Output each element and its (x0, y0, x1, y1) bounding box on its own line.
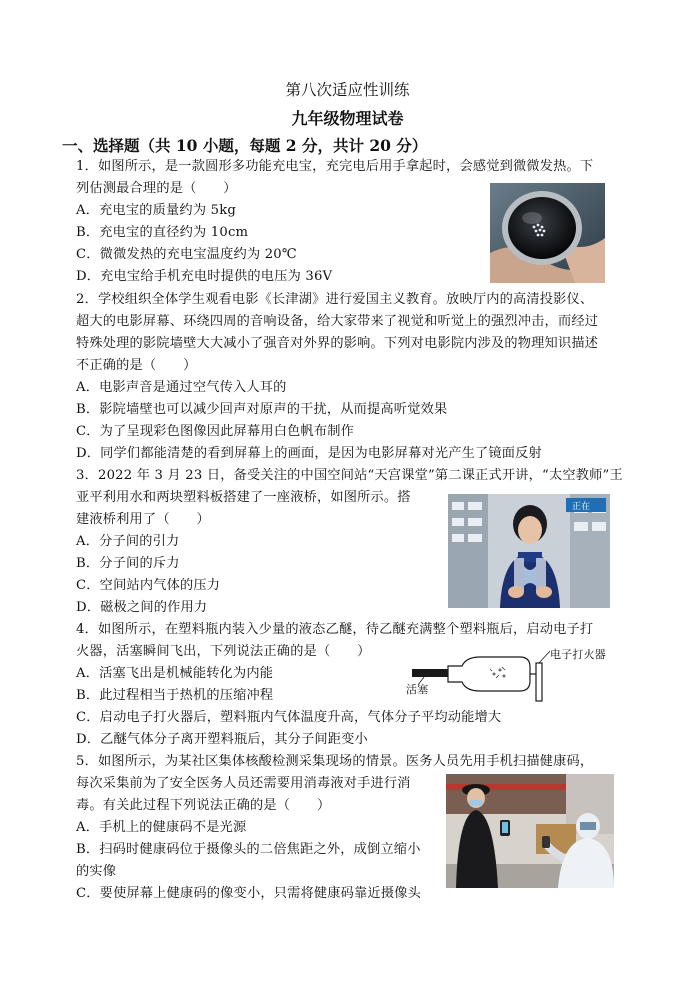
q2-line-2: 超大的电影屏幕、环绕四周的音响设备，给大家带来了视觉和听觉上的强烈冲击，而经过 (76, 314, 599, 329)
q2-line-1: 2．学校组织全体学生观看电影《长津湖》进行爱国主义教育。放映厅内的高清投影仪、 (76, 292, 594, 307)
q4-option-a: A．活塞飞出是机械能转化为内能 (76, 666, 274, 681)
q1-option-a: A．充电宝的质量约为 5kg (76, 203, 237, 218)
exam-title: 第八次适应性训练 (285, 81, 410, 99)
q1-option-b: B．充电宝的直径约为 10cm (76, 225, 249, 240)
q1-line-2: 列估测最合理的是（ ） (76, 181, 237, 196)
q3-line-1: 3．2022 年 3 月 23 日，备受关注的中国空间站“天宫课堂”第二课正式开讲，“太空教师”王 (76, 468, 623, 483)
q3-option-b: B．分子间的斥力 (76, 556, 180, 571)
q2-line-3: 特殊处理的影院墙壁大大减小了强音对外界的影响。下列对电影院内涉及的物理知识描述 (76, 336, 599, 351)
q5-option-c: C．要使屏幕上健康码的像变小，只需将健康码靠近摄像头 (76, 886, 421, 901)
q4-line-2: 火器，活塞瞬间飞出，下列说法正确的是（ ） (76, 644, 371, 659)
q2-option-d: D．同学们都能清楚的看到屏幕上的画面，是因为电影屏幕对光产生了镜面反射 (76, 446, 542, 461)
power-bank-photo (490, 183, 605, 283)
section-heading: 一、选择题（共 10 小题，每题 2 分，共计 20 分） (62, 136, 428, 155)
q5-line-3: 毒。有关此过程下列说法正确的是（ ） (76, 798, 331, 813)
q1-line-1: 1．如图所示，是一款圆形多功能充电宝，充完电后用手拿起时，会感觉到微微发热。下 (76, 159, 594, 174)
q3-line-3: 建液桥利用了（ ） (76, 512, 210, 527)
q5-option-a: A．手机上的健康码不是光源 (76, 820, 247, 835)
q4-option-c: C．启动电子打火器后，塑料瓶内气体温度升高，气体分子平均动能增大 (76, 710, 502, 725)
testing-scene-photo (446, 774, 614, 888)
q5-line-2: 每次采集前为了安全医务人员还需要用消毒液对手进行消 (76, 776, 411, 791)
svg-text:正在: 正在 (572, 502, 591, 512)
q1-option-d: D．充电宝给手机充电时提供的电压为 36V (76, 269, 333, 284)
piston-label: 活塞 (406, 683, 429, 696)
q5-option-b-continued: 的实像 (76, 864, 117, 879)
q2-option-b: B．影院墙壁也可以减少回声对原声的干扰，从而提高听觉效果 (76, 402, 448, 417)
q4-line-1: 4．如图所示，在塑料瓶内装入少量的液态乙醚，待乙醚充满整个塑料瓶后，启动电子打 (76, 622, 594, 637)
q4-option-b: B．此过程相当于热机的压缩冲程 (76, 688, 274, 703)
q2-line-4: 不正确的是（ ） (76, 358, 197, 373)
q3-option-c: C．空间站内气体的压力 (76, 578, 221, 593)
q3-option-a: A．分子间的引力 (76, 534, 180, 549)
q2-option-a: A．电影声音是通过空气传入人耳的 (76, 380, 287, 395)
q3-option-d: D．磁极之间的作用力 (76, 600, 208, 615)
q4-option-d: D．乙醚气体分子离开塑料瓶后，其分子间距变小 (76, 732, 368, 747)
q5-option-b: B．扫码时健康码位于摄像头的二倍焦距之外，成倒立缩小 (76, 842, 421, 857)
q5-line-1: 5．如图所示，为某社区集体核酸检测采集现场的情景。医务人员先用手机扫描健康码， (76, 754, 594, 769)
q1-option-c: C．微微发热的充电宝温度约为 20℃ (76, 247, 297, 262)
igniter-label: 电子打火器 (550, 648, 606, 661)
q3-line-2: 亚平利用水和两块塑料板搭建了一座液桥，如图所示。搭 (76, 490, 411, 505)
q2-option-c: C．为了呈现彩色图像因此屏幕用白色帆布制作 (76, 424, 355, 439)
space-station-photo (448, 494, 610, 608)
bottle-igniter-diagram (400, 645, 615, 705)
exam-subtitle: 九年级物理试卷 (291, 109, 404, 128)
